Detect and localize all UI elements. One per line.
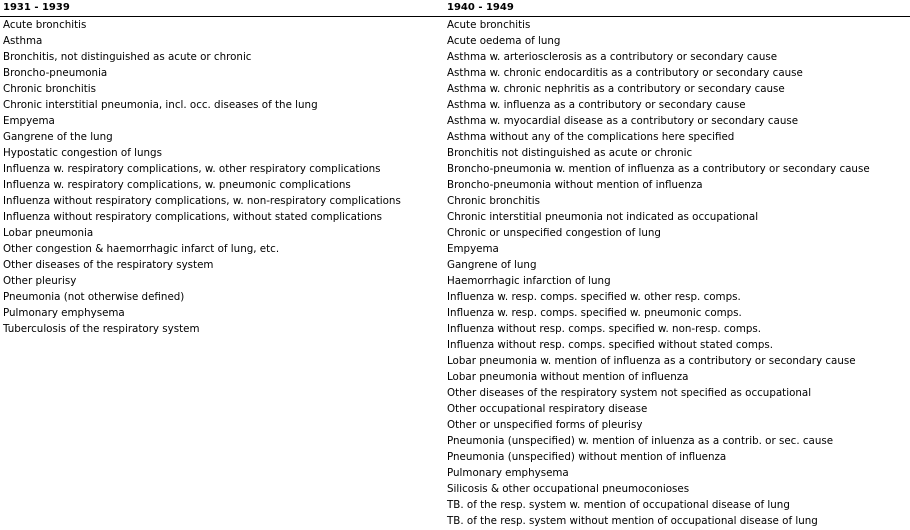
list-item[interactable]: Lobar pneumonia [3, 227, 94, 239]
list-item[interactable]: Influenza w. resp. comps. specified w. other resp. comps. [447, 291, 741, 303]
list-item[interactable]: Other congestion & haemorrhagic infarct of lung, etc. [3, 243, 280, 255]
list-item[interactable]: Chronic bronchitis [447, 195, 541, 207]
list-item[interactable]: Chronic bronchitis [3, 83, 97, 95]
list-item[interactable]: Broncho-pneumonia w. mention of influenza as a contributory or secondary cause [447, 163, 870, 175]
list-item[interactable]: Bronchitis, not distinguished as acute or chronic [3, 51, 252, 63]
list-item[interactable]: Asthma w. influenza as a contributory or secondary cause [447, 99, 746, 111]
column-header[interactable]: 1940 - 1949 [444, 0, 910, 17]
list-item[interactable]: Influenza w. resp. comps. specified w. pneumonic comps. [447, 307, 742, 319]
list-item[interactable]: Empyema [3, 115, 55, 127]
list-item[interactable]: Influenza without respiratory complications, without stated complications [3, 211, 383, 223]
list-item[interactable]: Lobar pneumonia without mention of influenza [447, 371, 689, 383]
list-item[interactable]: Pulmonary emphysema [3, 307, 125, 319]
list-item[interactable]: TB. of the resp. system without mention of occupational disease of lung [447, 515, 818, 527]
column-1940-1949 [444, 0, 910, 529]
list-item[interactable]: Acute oedema of lung [447, 35, 561, 47]
list-item[interactable]: Influenza w. respiratory complications, w. pneumonic complications [3, 179, 351, 191]
list-item[interactable]: Asthma [3, 35, 43, 47]
cause-list [444, 17, 910, 529]
list-item[interactable]: Influenza without resp. comps. specified w. non-resp. comps. [447, 323, 762, 335]
list-item[interactable]: Influenza without resp. comps. specified without stated comps. [447, 339, 774, 351]
list-item[interactable]: TB. of the resp. system w. mention of occupational disease of lung [447, 499, 790, 511]
list-item[interactable]: Other diseases of the respiratory system not specified as occupational [447, 387, 812, 399]
list-item[interactable]: Broncho-pneumonia without mention of influenza [447, 179, 703, 191]
column-header[interactable]: 1931 - 1939 [0, 0, 444, 17]
list-item[interactable]: Pneumonia (unspecified) without mention of influenza [447, 451, 727, 463]
list-item[interactable]: Pneumonia (not otherwise defined) [3, 291, 185, 303]
list-item[interactable]: Asthma w. chronic endocarditis as a contributory or secondary cause [447, 67, 803, 79]
list-item[interactable]: Acute bronchitis [447, 19, 531, 31]
list-item[interactable]: Chronic interstitial pneumonia, incl. occ. diseases of the lung [3, 99, 318, 111]
list-item[interactable]: Silicosis & other occupational pneumoconioses [447, 483, 690, 495]
list-item[interactable]: Tuberculosis of the respiratory system [3, 323, 200, 335]
list-item[interactable]: Influenza w. respiratory complications, w. other respiratory complications [3, 163, 381, 175]
list-item[interactable]: Other diseases of the respiratory system [3, 259, 214, 271]
column-1931-1939 [0, 0, 444, 337]
list-item[interactable]: Gangrene of the lung [3, 131, 113, 143]
list-item[interactable]: Asthma w. myocardial disease as a contributory or secondary cause [447, 115, 799, 127]
list-item[interactable]: Other pleurisy [3, 275, 77, 287]
list-item[interactable]: Gangrene of lung [447, 259, 537, 271]
list-item[interactable]: Broncho-pneumonia [3, 67, 108, 79]
list-item[interactable]: Haemorrhagic infarction of lung [447, 275, 611, 287]
list-item[interactable]: Lobar pneumonia w. mention of influenza as a contributory or secondary cause [447, 355, 856, 367]
list-item[interactable]: Asthma w. arteriosclerosis as a contributory or secondary cause [447, 51, 778, 63]
list-item[interactable]: Asthma without any of the complications here specified [447, 131, 735, 143]
list-item[interactable]: Empyema [447, 243, 499, 255]
list-item[interactable]: Other occupational respiratory disease [447, 403, 648, 415]
cause-list [0, 17, 444, 337]
list-item[interactable]: Asthma w. chronic nephritis as a contributory or secondary cause [447, 83, 785, 95]
list-item[interactable]: Acute bronchitis [3, 19, 87, 31]
list-item[interactable]: Hypostatic congestion of lungs [3, 147, 162, 159]
list-item[interactable]: Other or unspecified forms of pleurisy [447, 419, 643, 431]
list-item[interactable]: Pulmonary emphysema [447, 467, 569, 479]
list-item[interactable]: Pneumonia (unspecified) w. mention of inluenza as a contrib. or sec. cause [447, 435, 834, 447]
list-item[interactable]: Bronchitis not distinguished as acute or chronic [447, 147, 693, 159]
list-item[interactable]: Chronic or unspecified congestion of lung [447, 227, 661, 239]
list-item[interactable]: Chronic interstitial pneumonia not indicated as occupational [447, 211, 759, 223]
list-item[interactable]: Influenza without respiratory complications, w. non-respiratory complications [3, 195, 401, 207]
